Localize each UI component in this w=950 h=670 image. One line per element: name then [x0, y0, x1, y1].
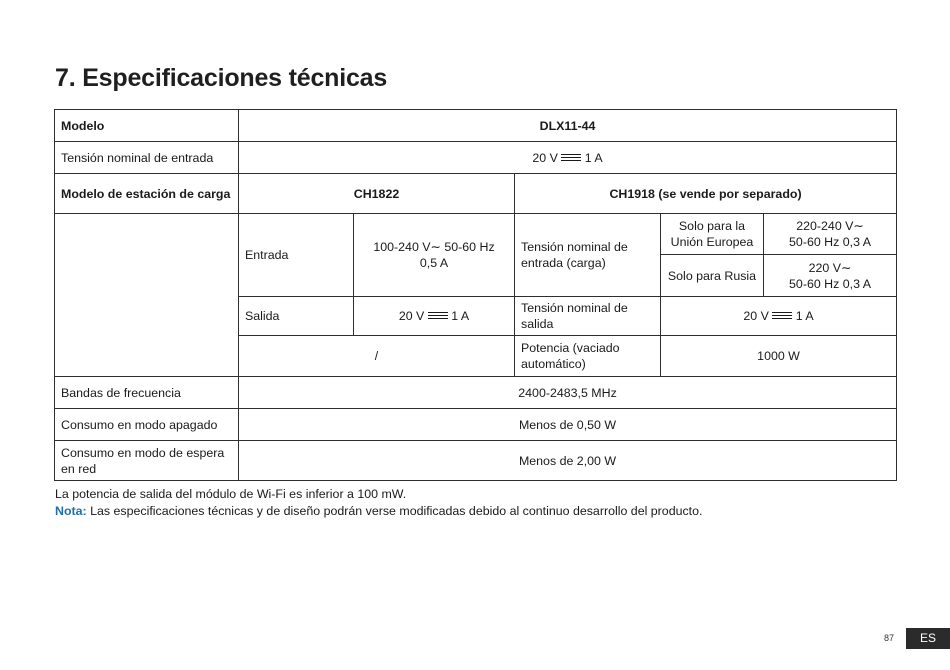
spec-table	[54, 109, 897, 481]
potencia-value: 1000 W	[661, 336, 897, 377]
ch1918-input-label: Tensión nominal de entrada (carga)	[515, 214, 661, 297]
dc-symbol-icon	[772, 312, 792, 319]
ch1918-output-label: Tensión nominal de salida	[515, 297, 661, 336]
bandas-value: 2400-2483,5 MHz	[239, 377, 897, 409]
table-row	[55, 110, 897, 142]
potencia-label: Potencia (vaciado automático)	[515, 336, 661, 377]
notes	[55, 486, 702, 520]
salida-value: 20 V 1 A	[354, 297, 515, 336]
consumo-apagado-value: Menos de 0,50 W	[239, 409, 897, 441]
table-row	[55, 174, 897, 214]
eu-value: 220-240 V∼ 50-60 Hz 0,3 A	[764, 214, 897, 255]
table-row	[55, 441, 897, 481]
wifi-note: La potencia de salida del módulo de Wi-Fi es inferior a 100 mW.	[55, 487, 407, 501]
entrada-value: 100-240 V∼ 50-60 Hz 0,5 A	[354, 214, 515, 297]
station-model-label: Modelo de estación de carga	[55, 174, 239, 214]
dc-symbol-icon	[561, 154, 581, 161]
dc-symbol-icon	[428, 312, 448, 319]
ch1822-header: CH1822	[239, 174, 515, 214]
model-value: DLX11-44	[239, 110, 897, 142]
ch1918-output-value: 20 V 1 A	[661, 297, 897, 336]
ru-value: 220 V∼ 50-60 Hz 0,3 A	[764, 255, 897, 297]
bandas-label: Bandas de frecuencia	[55, 377, 239, 409]
table-row	[55, 142, 897, 174]
input-voltage-label: Tensión nominal de entrada	[55, 142, 239, 174]
entrada-label: Entrada	[239, 214, 354, 297]
table-row	[55, 409, 897, 441]
nota-text: Las especificaciones técnicas y de diseño podrán verse modificadas debido al continuo desarrollo del producto.	[86, 504, 703, 518]
input-voltage-value: 20 V 1 A	[239, 142, 897, 174]
consumo-espera-value: Menos de 2,00 W	[239, 441, 897, 481]
consumo-espera-label: Consumo en modo de espera en red	[55, 441, 239, 481]
page-number: 87	[884, 633, 895, 643]
model-label: Modelo	[55, 110, 239, 142]
table-row	[55, 214, 897, 255]
table-row	[55, 377, 897, 409]
empty-cell	[55, 214, 239, 377]
salida-label: Salida	[239, 297, 354, 336]
ru-label: Solo para Rusia	[661, 255, 764, 297]
page-title: 7. Especificaciones técnicas	[55, 64, 388, 92]
potencia-ch1822-value: /	[239, 336, 515, 377]
nota-label: Nota:	[55, 504, 87, 518]
eu-label: Solo para la Unión Europea	[661, 214, 764, 255]
ch1918-header: CH1918 (se vende por separado)	[515, 174, 897, 214]
language-badge: ES	[906, 628, 950, 649]
consumo-apagado-label: Consumo en modo apagado	[55, 409, 239, 441]
nota	[55, 503, 702, 520]
